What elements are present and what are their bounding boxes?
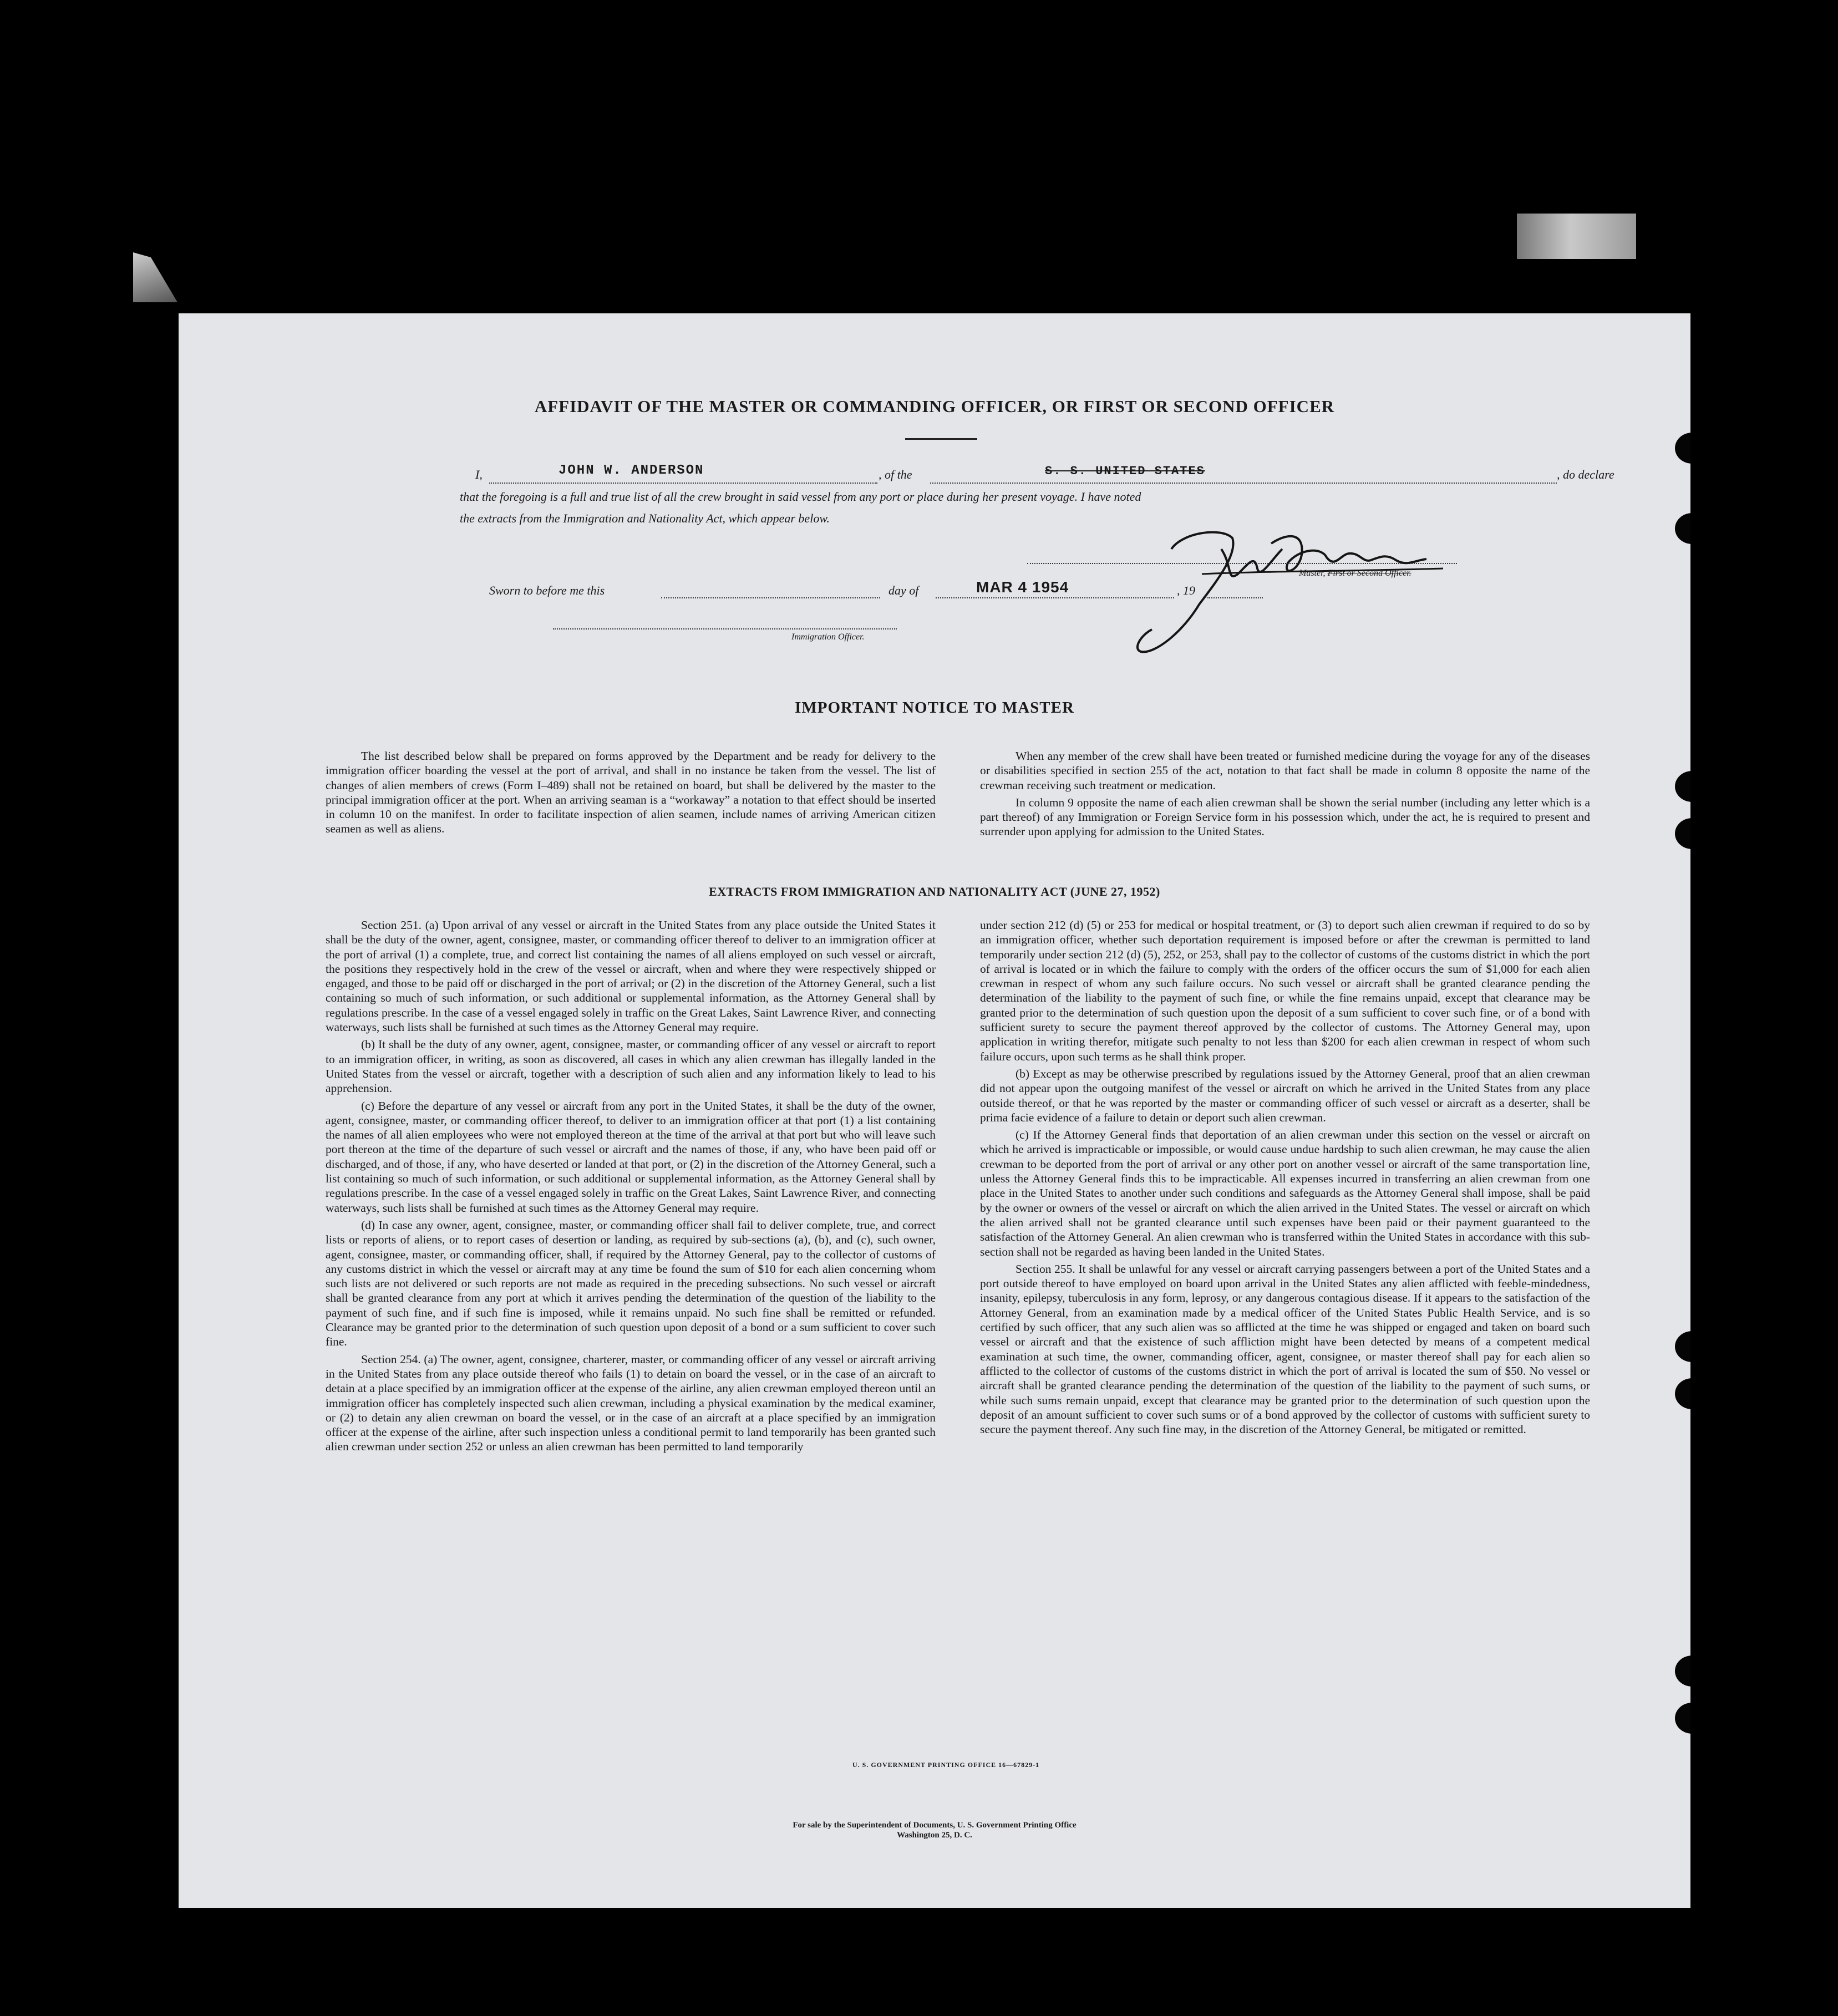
- notice-left-column: [326, 749, 936, 839]
- sworn-day-blank: [661, 597, 880, 598]
- sworn-label: Sworn to before me this: [489, 583, 605, 597]
- struck-officer-caption: First or Second Officer.: [1327, 568, 1411, 578]
- master-caption: Master,: [1299, 568, 1326, 578]
- extracts-title: EXTRACTS FROM IMMIGRATION AND NATIONALITY ACT (JUNE 27, 1952): [709, 885, 1160, 898]
- title-rule: [905, 438, 977, 440]
- affidavit-title: AFFIDAVIT OF THE MASTER OR COMMANDING OFFICER, OR FIRST OR SECOND OFFICER: [534, 397, 1335, 416]
- of-the-label: , of the: [879, 468, 912, 481]
- vessel-name: S. S. UNITED STATES: [1045, 464, 1205, 478]
- gpo-imprint: U. S. GOVERNMENT PRINTING OFFICE 16—67829-1: [852, 1761, 1040, 1769]
- sale-line-2: Washington 25, D. C.: [897, 1831, 972, 1840]
- sale-line-1: For sale by the Superintendent of Documents, U. S. Government Printing Office: [793, 1821, 1077, 1830]
- extracts-left-column: [326, 918, 936, 1457]
- section-254a: Section 254. (a) The owner, agent, consignee, charterer, master, or commanding officer of any vessel or aircraft arriving in the United States from any place outside thereof who fails (1) to detain on board the vessel, or in the case of an aircraft to detain at a place specified by an immigration officer at the expense of the airline, any alien crewman employed thereon until an immigration officer has completely inspected such alien crewman, including a physical examination by the medical examiner, or (2) to detain any alien crewman on board the vessel, or in the case of an aircraft at a place specified by an immigration officer at the expense of the airline, after such inspection unless a conditional permit to land temporarily has been granted such alien crewman under section 252 or unless an alien crewman has been permitted to land temporarily: [326, 1352, 936, 1454]
- notice-right-paragraph-1: When any member of the crew shall have been treated or furnished medicine during the voyage for any of the diseases or disabilities specified in section 255 of the act, notation to that fact shall be made in column 8 opposite the name of the crewman receiving such treatment or medication.: [980, 749, 1590, 792]
- do-declare-label: , do declare: [1557, 468, 1614, 481]
- notice-title: IMPORTANT NOTICE TO MASTER: [795, 699, 1074, 717]
- punch-hole: [1675, 433, 1690, 464]
- scan-edge-tab: [1517, 214, 1636, 259]
- master-name: JOHN W. ANDERSON: [558, 463, 704, 478]
- day-of-label: day of: [888, 583, 919, 597]
- master-signature: [1088, 516, 1465, 666]
- declaration-line-3: the extracts from the Immigration and Nationality Act, which appear below.: [460, 511, 830, 525]
- immigration-officer-caption: Immigration Officer.: [791, 632, 865, 642]
- immigration-officer-blank: [553, 628, 897, 629]
- extracts-right-column: [980, 918, 1590, 1439]
- punch-hole: [1675, 1703, 1690, 1734]
- section-254b: (b) Except as may be otherwise prescribed by regulations issued by the Attorney General, proof that an alien crewman did not appear upon the outgoing manifest of the vessel or aircraft on which he arrived in the United States from any place outside thereof, or that he was reported by the master or commanding officer of such vessel or aircraft as a deserter, shall be prima facie evidence of a failure to detain or deport such alien crewman.: [980, 1067, 1590, 1124]
- year-label: , 19: [1177, 583, 1195, 597]
- affidavit-page: [179, 313, 1690, 1908]
- declaration-line-2: that the foregoing is a full and true list of all the crew brought in said vessel from any port or place during her present voyage. I have noted: [460, 490, 1141, 504]
- master-name-blank: [489, 483, 877, 484]
- punch-hole: [1675, 1656, 1690, 1687]
- section-251a: Section 251. (a) Upon arrival of any vessel or aircraft in the United States from any place outside the United States it shall be the duty of the owner, agent, consignee, master, or commanding officer thereof to deliver to an immigration officer at the port of arrival (1) a complete, true, and correct list containing the names of all aliens employed on such vessel or aircraft, the positions they respectively hold in the crew of the vessel or aircraft, when and where they were respectively shipped or engaged, and those to be paid off or discharged in the port of arrival; or (2) in the discretion of the Attorney General, such a list containing so much of such information, or such additional or supplemental information, as the Attorney General shall by regulations prescribe. In the case of a vessel engaged solely in traffic on the Great Lakes, Saint Lawrence River, and connecting waterways, such lists shall be furnished at such times as the Attorney General may require.: [326, 918, 936, 1034]
- month-blank: [936, 597, 1174, 598]
- notice-right-paragraph-2: In column 9 opposite the name of each alien crewman shall be shown the serial number (including any letter which is a part thereof) of any Immigration or Foreign Service form in his possession which, under the act, he is required to present and surrender upon applying for admission to the United States.: [980, 795, 1590, 839]
- punch-hole: [1675, 513, 1690, 544]
- section-251d: (d) In case any owner, agent, consignee, master, or commanding officer shall fail to deliver complete, true, and correct lists or reports of aliens, or to report cases of desertion or landing, as required by sub-sections (a), (b), and (c), such owner, agent, consignee, master, or commanding officer, shall, if required by the Attorney General, pay to the collector of customs of any customs district in which the vessel or aircraft may at any time be found the sum of $10 for each alien concerning whom such lists are not delivered or such reports are not made as required in the preceding subsections. No such vessel or aircraft shall be granted clearance from any port at which it arrives pending the determination of the question of the liability to the payment of such fine, and if such fine is imposed, while it remains unpaid. No such fine shall be remitted or refunded. Clearance may be granted prior to the determination of such question upon deposit of a bond or a sum sufficient to cover such fine.: [326, 1218, 936, 1349]
- punch-hole: [1675, 818, 1690, 849]
- punch-hole: [1675, 1331, 1690, 1362]
- section-255: Section 255. It shall be unlawful for any vessel or aircraft carrying passengers between a port of the United States and a port outside thereof to have employed on board upon arrival in the United States any alien afflicted with feeble-mindedness, insanity, epilepsy, tuberculosis in any form, leprosy, or any dangerous contagious disease. If it appears to the satisfaction of the Attorney General, from an examination made by a medical officer of the United States Public Health Service, and is so certified by such officer, that any such alien was so afflicted at the time he was shipped or engaged and taken on board such vessel or aircraft and that the existence of such affliction might have been detected by means of a competent medical examination at such time, the owner, commanding officer, agent, consignee, or master thereof shall pay for each alien so afflicted to the collector of customs of the customs district in which the port of arrival is located the sum of $50. No vessel or aircraft shall be granted clearance pending the determination of the question of the liability to the payment of such sums, or while such sums remain unpaid, except that clearance may be granted prior to the determination of such question upon the deposit of an amount sufficient to cover such sums or of a bond approved by the collector of customs with sufficient surety to secure the payment thereof. Any such fine may, in the discretion of the Attorney General, be mitigated or remitted.: [980, 1262, 1590, 1436]
- section-251c: (c) Before the departure of any vessel or aircraft from any port in the United States, it shall be the duty of the owner, agent, consignee, master, or commanding officer thereof, to deliver to an immigration officer at that port (1) a list containing the names of all alien employees who were not employed thereon at the time of the arrival at that port but who will leave such port thereon at the time of the departure of such vessel or aircraft and the names of those, if any, who have been paid off or discharged, and of those, if any, who have deserted or landed at that port, or (2) in the discretion of the Attorney General, such a list containing so much of such information, or such additional or supplemental information, as the Attorney General shall by regulations prescribe. In the case of a vessel engaged solely in traffic on the Great Lakes, Saint Lawrence River, and connecting waterways, such lists shall be furnished at such times as the Attorney General may require.: [326, 1099, 936, 1215]
- signer-caption: [1299, 568, 1411, 578]
- notice-left-paragraph: The list described below shall be prepared on forms approved by the Department and be ready for delivery to the immigration officer boarding the vessel at the port of arrival, and shall in no instance be taken from the vessel. The list of changes of alien members of crews (Form I–489) shall not be retained on board, but shall be delivered by the master to the principal immigration officer at the port. When an arriving seaman is a “workaway” a notation to that effect should be inserted in column 10 on the manifest. In order to facilitate inspection of alien seamen, include names of arriving American citizen seamen as well as aliens.: [326, 749, 936, 836]
- date-stamp: MAR 4 1954: [976, 578, 1069, 596]
- section-254c: (c) If the Attorney General finds that deportation of an alien crewman under this section on the vessel or aircraft on which he arrived is impracticable or impossible, or would cause undue hardship to such alien crewman, he may cause the alien crewman to be deported from the port of arrival or any other port on another vessel or aircraft of the same transportation line, unless the Attorney General finds this to be impracticable. All expenses incurred in transferring an alien crewman from one place in the United States to another under such conditions and safeguards as the Attorney General shall impose, shall be paid by the owner or owners of the vessel or aircraft on which the alien arrived in the United States. The vessel or aircraft on which the alien arrived shall not be granted clearance until such expenses have been paid or their payment guaranteed to the satisfaction of the Attorney General. An alien crewman who is transferred within the United States in accordance with this sub-section shall not be regarded as having been landed in the United States.: [980, 1128, 1590, 1258]
- notice-right-column: [980, 749, 1590, 842]
- punch-hole: [1675, 771, 1690, 802]
- vessel-blank: [930, 483, 1557, 484]
- i-label: I,: [475, 468, 483, 481]
- punch-hole: [1675, 1378, 1690, 1409]
- section-254a-continued: under section 212 (d) (5) or 253 for medical or hospital treatment, or (3) to deport such alien crewman if required to do so by an immigration officer, whether such deportation requirement is imposed before or after the crewman is permitted to land temporarily under section 212 (d) (5), 252, or 253, shall pay to the collector of customs of the customs district in which the port of arrival is located or in which the failure to comply with the orders of the officer occurs the sum of $1,000 for each alien crewman in respect of whom any such failure occurs. No such vessel or aircraft shall be granted clearance pending the determination of the liability to the payment of such fine, or while the fine remains unpaid, except that clearance may be granted prior to the determination of such question upon the deposit of a sum sufficient to cover such fine, or of a bond with sufficient surety to secure the payment thereof approved by the collector of customs. The Attorney General may, upon application in writing therefor, mitigate such penalty to not less than $200 for each alien crewman in respect of whom such failure occurs, upon such terms as he shall think proper.: [980, 918, 1590, 1063]
- scan-corner-fragment: [133, 252, 177, 302]
- section-251b: (b) It shall be the duty of any owner, agent, consignee, master, or commanding officer of any vessel or aircraft to report to an immigration officer, in writing, as soon as discovered, all cases in which any alien crewman has illegally landed in the United States from the vessel or aircraft, together with a description of such alien and any information likely to lead to his apprehension.: [326, 1038, 936, 1095]
- year-blank: [1207, 597, 1263, 598]
